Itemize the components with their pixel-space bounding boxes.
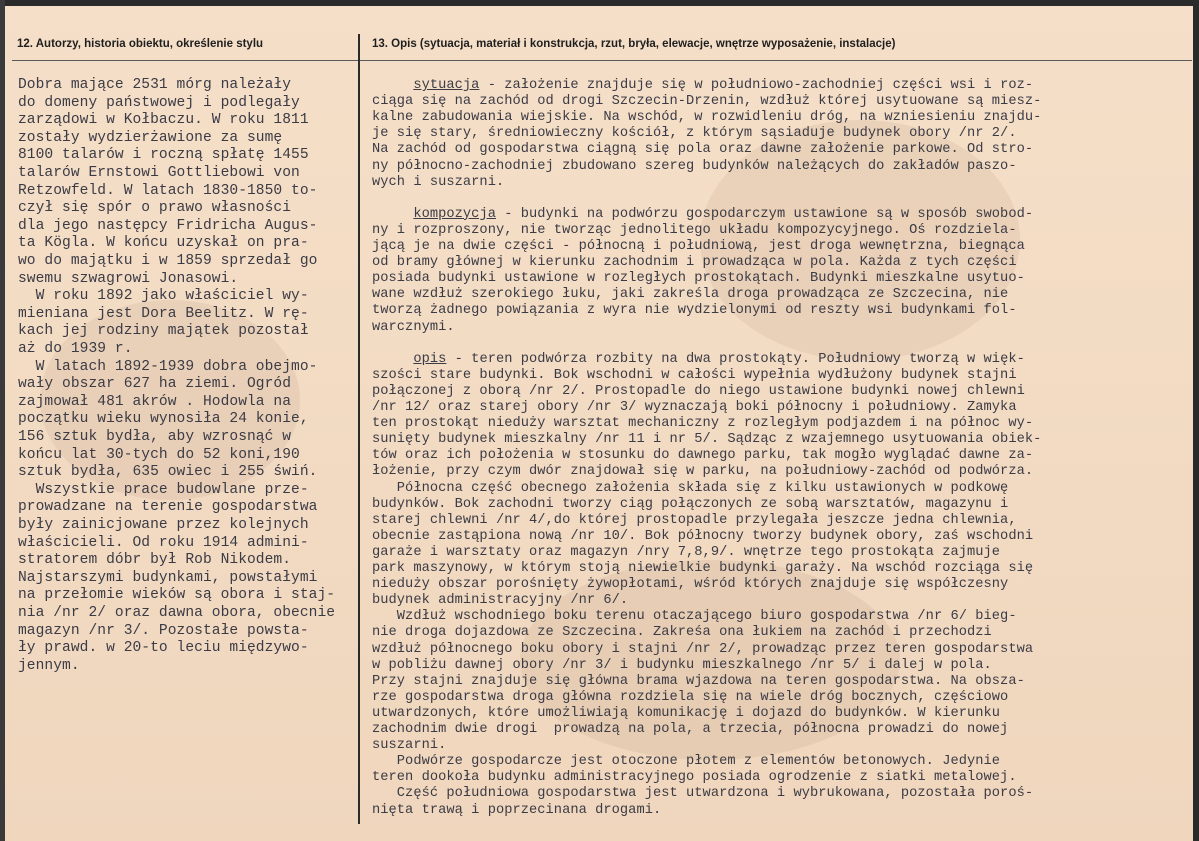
typed-line: kach jej rodziny majątek pozostał	[18, 323, 309, 340]
typed-line: nieduży obszar porośnięty żywopłotami, wśród których znajduje się współczesny	[372, 577, 1009, 593]
typed-line: nia /nr 2/ oraz dawna obora, obecnie	[18, 605, 336, 621]
typed-line: stratorem dóbr był Rob Nikodem.	[18, 552, 292, 569]
typed-line: końcu lat 30-tych do 52 koni,190	[18, 446, 300, 463]
typed-line: talarów Ernstowi Gottliebowi von	[18, 165, 300, 181]
typed-line: nie droga dojazdowa ze Szczecina. Zakreśa ona łukiem na zachód i przechodzi	[372, 625, 992, 641]
typed-line: do domeny państwowej i podlegały	[18, 94, 300, 111]
typed-line: teren dookoła budynku administracyjnego posiada ogrodzenie z siatki metalowej.	[372, 770, 1017, 786]
typed-line: prowadzane na terenie gospodarstwa	[18, 499, 318, 516]
typed-line: warcznymi.	[372, 319, 455, 335]
typed-line: czył się spór o prawo własności	[18, 200, 292, 217]
typed-line: dla jego następcy Fridricha Augus-	[18, 217, 318, 234]
typed-line: w pobliżu dawnej obory /nr 3/ i budynku mieszkalnego /nr 5/ i dalej w pola.	[372, 657, 992, 673]
typed-line: sytuacja - założenie znajduje się w południowo-zachodniej części wsi i roz-	[413, 78, 1034, 93]
scan-border-right	[1193, 0, 1199, 841]
typed-line: Część południowa gospodarstwa jest utwardzona i wybrukowana, pozostała poroś-	[372, 786, 1034, 802]
typed-line: nięta trawą i poprzecinana drogami.	[372, 802, 662, 818]
typed-line: 156 sztuk bydła, aby wzrosnąć w	[18, 429, 292, 445]
typed-line: magazyn /nr 3/. Pozostałe powsta-	[18, 622, 309, 639]
typed-line: tów oraz ich położenia w stosunku do dawnego parku, tak mogło wyglądać dawne za-	[372, 448, 1034, 464]
header-rule	[12, 60, 1192, 61]
typed-line: garaże i warsztaty oraz magazyn /nry 7,8,9/. wnętrze tego prostokąta zajmuje	[372, 544, 1001, 560]
typed-line: jącą je na dwie części - północną i południową, jest droga wewnętrzna, biegnąca	[372, 239, 1025, 254]
typed-line: wały obszar 627 ha ziemi. Ogród	[18, 376, 292, 393]
section-13-heading: 13. Opis (sytuacja, materiał i konstrukcja, rzut, bryła, elewacje, wnętrze wyposażenie, instalacje)	[372, 38, 896, 50]
typed-line: W latach 1892-1939 dobra obejmo-	[18, 358, 318, 375]
typed-line: ny północno-zachodniej zbudowano szereg budynków należących do zakładów paszo-	[372, 158, 1017, 174]
typed-line: mieniana jest Dora Beelitz. W rę-	[18, 305, 309, 322]
typed-line: opis - teren podwórza rozbity na dwa prostokąty. Południowy tworzą w więk-	[413, 351, 1025, 367]
typed-line: ny i rozproszony, nie tworząc jednolitego układu kompozycyjnego. Oś rozdziela-	[372, 222, 1017, 238]
typed-line: Podwórze gospodarcze jest otoczone płotem z elementów betonowych. Jedynie	[372, 754, 1001, 770]
typed-line: budynek administracyjny /nr 6/.	[372, 593, 629, 609]
typed-line: zarządowi w Kołbaczu. W roku 1811	[18, 112, 309, 129]
typed-line: Na zachód od gospodarstwa ciągną się pola oraz dawne założenie parkowe. Od stro-	[372, 142, 1034, 158]
typed-line: utwardzonych, które umożliwiają komunikację i dojazd do budynków. W kierunku	[372, 705, 1001, 721]
typed-line: park maszynowy, w którym stoją niewielkie budynki garaży. Na wschód rozciąga się	[372, 561, 1034, 576]
typed-line: je się stary, średniowieczny kościół, z którym sąsiaduje budynek obory /nr 2/.	[372, 126, 1017, 142]
typed-line: zostały wydzierżawione za sumę	[18, 129, 283, 146]
typed-line: wane wzdłuż szerokiego łuku, jaki zakreśla droga prowadząca ze Szczecina, nie	[372, 287, 1009, 303]
section-keyword-opis: opis	[413, 351, 447, 367]
typed-line: kalne zabudowania wiejskie. Na wschód, w rozwidleniu dróg, na wzniesieniu znajdu-	[372, 110, 1042, 126]
typed-line: tworzą żadnego powiązania z wyra nie wydzielonymi od reszty wsi budynkami fol-	[372, 303, 1017, 319]
section-keyword-kompozycja: kompozycja	[413, 206, 496, 222]
column-divider	[358, 34, 360, 824]
typed-line: ciąga się na zachód od drogi Szczecin-Drzenin, wzdłuż której usytuowane są miesz-	[372, 94, 1042, 110]
typed-line: swemu szwagrowi Jonasowi.	[18, 270, 239, 287]
typed-line: ten prostokąt nieduży warsztat mechaniczny z rozległym podjazdem i na północ wy-	[372, 416, 1034, 432]
typed-line: Wzdłuż wschodniego boku terenu otaczającego biuro gospodarstwa /nr 6/ bieg-	[372, 609, 1017, 625]
typed-line: Północna część obecnego założenia składa się z kilku ustawionych w podkowę	[372, 480, 1009, 496]
typed-line: początku wieku wynosiła 24 konie,	[18, 411, 309, 428]
typed-line: sztuk bydła, 635 owiec i 255 świń.	[18, 464, 318, 481]
typed-line: kompozycja - budynki na podwórzu gospodarczym ustawione są w sposób swobod-	[413, 206, 1034, 222]
typed-line: Przy stajni znajduje się główna brama wjazdowa na teren gospodarstwa. Na obsza-	[372, 673, 1025, 689]
typed-line: wych i suszarni.	[372, 174, 505, 190]
typed-line: aż do 1939 r.	[18, 341, 133, 357]
scan-border-top	[0, 0, 1199, 6]
typed-line: od bramy głównej w kierunku zachodnim i prowadząca w pola. Każda z tych części	[372, 255, 1017, 271]
typed-line: jennym.	[18, 657, 80, 674]
typed-line: właścicieli. Od roku 1914 admini-	[18, 534, 309, 551]
typed-line: wzdłuż północnego boku obory i stajni /nr 2/, prowadząc przez teren gospodarstwa	[372, 641, 1034, 657]
section-12-heading: 12. Autorzy, historia obiektu, określenie stylu	[17, 38, 264, 50]
typed-line: W roku 1892 jako właściciel wy-	[18, 288, 309, 305]
section-keyword-sytuacja: sytuacja	[413, 78, 480, 93]
scan-border-left	[0, 0, 5, 841]
typed-line: Dobra mające 2531 mórg należały	[18, 77, 292, 93]
typed-line: 8100 talarów i roczną spłatę 1455	[18, 147, 309, 164]
typed-line: Wszystkie prace budowlane prze-	[18, 481, 309, 498]
typed-line: szości stare budynki. Bok wschodni w całości wypełnia wydłużony budynek stajni	[372, 367, 1017, 383]
typed-line: suszarni.	[372, 738, 447, 754]
typed-line: na przełomie wieków są obora i staj-	[18, 587, 336, 604]
typed-line: starej chlewni /nr 4/,do której prostopadle przylegała jeszcze jedna chlewnia,	[372, 512, 1017, 528]
typed-line: sunięty budynek mieszkalny /nr 11 i nr 5/. Sądząc z wzajemnego usytuowania obiek-	[372, 432, 1042, 448]
typed-line: Retzowfeld. W latach 1830-1850 to-	[18, 182, 318, 199]
typed-line: ły prawd. w 20-to leciu międzywo-	[18, 640, 309, 657]
typed-line: łożenie, przy czym dwór znajdował się w parku, na południowy-zachód od podwórza.	[372, 464, 1034, 480]
typed-line: były zainicjowane przez kolejnych	[18, 517, 309, 533]
typed-line: zajmował 481 akrów . Hodowla na	[18, 393, 292, 410]
typed-line: obecnie zastąpiona nową /nr 10/. Bok północny tworzy budynek obory, zaś wschodni	[372, 528, 1034, 544]
typed-line: ta Kögla. W końcu uzyskał on pra-	[18, 235, 309, 252]
typed-line: Najstarszymi budynkami, powstałymi	[18, 569, 318, 586]
typed-line: /nr 12/ oraz starej obory /nr 3/ wyznaczają boki północny i południowy. Zamyka	[372, 400, 1017, 415]
typed-line: budynków. Bok zachodni tworzy ciąg połączonych ze sobą warsztatów, magazynu i	[372, 496, 1009, 512]
typed-line: posiada budynki ustawione w rozległych prostokątach. Budynki mieszkalne usytuo-	[372, 271, 1025, 287]
typed-line: połączonej z oborą /nr 2/. Prostopadle do niego ustawione budynki nowej chlewni	[372, 383, 1025, 399]
typed-line: zachodnim dwie drogi prowadzą na pola, a trzecia, północna prowadzi do nowej	[372, 722, 1009, 737]
typed-line: wo do majątku i w 1859 sprzedał go	[18, 253, 318, 269]
typed-line: rze gospodarstwa droga główna rozdziela się na wiele dróg bocznych, częściowo	[372, 689, 1009, 705]
